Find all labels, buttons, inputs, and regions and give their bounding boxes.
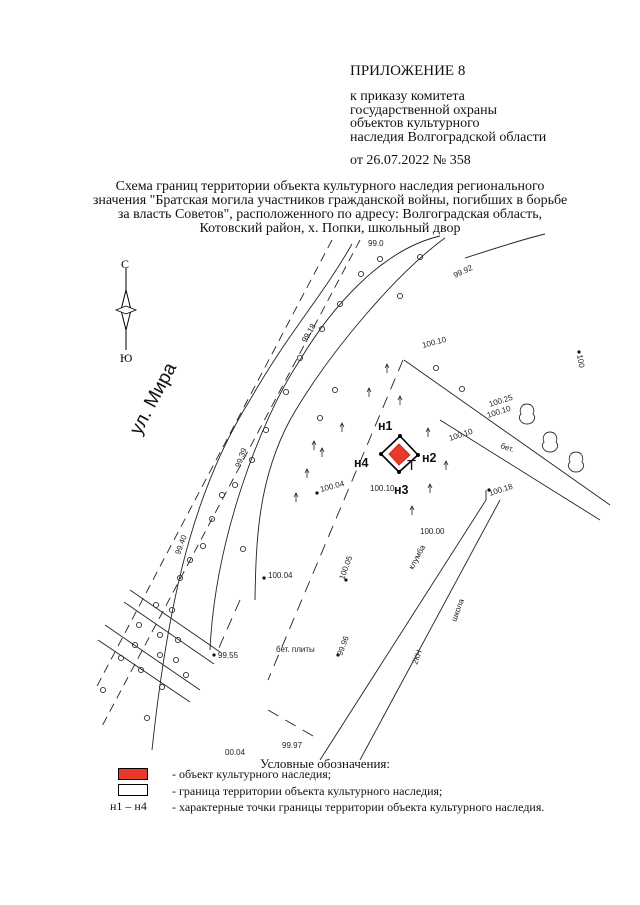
grave-stripes <box>98 590 220 702</box>
boundary-point-n3: н3 <box>394 483 409 497</box>
elevation-label: 100.05 <box>337 554 355 581</box>
title-line: Котовский район, х. Попки, школьный двор <box>199 221 461 236</box>
elevation-label: 100.04 <box>268 571 293 580</box>
order-line: к приказу комитета <box>350 89 465 104</box>
legend-item-boundary: - граница территории объекта культурного наследия; <box>172 784 443 798</box>
title-line: Схема границ территории объекта культурного наследия регионального <box>115 179 545 194</box>
title-line: за власть Советов", расположенного по адресу: Волгоградская область, <box>117 207 543 222</box>
order-date: от 26.07.2022 № 358 <box>350 153 471 168</box>
legend-swatch-object <box>118 768 148 780</box>
legend-points-symbol: н1 – н4 <box>110 799 147 813</box>
elevation-label: 99.55 <box>218 651 239 660</box>
bushes <box>519 404 583 472</box>
compass-rose <box>116 257 136 365</box>
elevation-label: 100.25 <box>487 392 514 409</box>
elevation-label: 99.39 <box>233 446 249 469</box>
yard-edges <box>218 234 610 760</box>
elevation-label: 100 <box>575 353 587 369</box>
school-label: школа <box>449 597 466 623</box>
boundary-point-n2: н2 <box>422 451 437 465</box>
elevation-label: 99.92 <box>452 263 474 280</box>
elevation-label: 99.0 <box>368 239 384 248</box>
school-building-label: 2КН <box>410 648 424 666</box>
elevation-label: 100.10 <box>447 426 474 443</box>
elevation-label: 100.18 <box>487 481 514 498</box>
elevation-label: 100.10 <box>421 334 448 350</box>
compass-south: Ю <box>120 351 133 365</box>
appendix-title: ПРИЛОЖЕНИЕ 8 <box>350 63 466 79</box>
concrete-slabs-label: бет. плиты <box>276 645 315 654</box>
legend-title: Условные обозначения: <box>260 756 391 771</box>
flowerbed-label: клумба <box>406 543 428 571</box>
elevation-points <box>212 350 580 656</box>
order-line: наследия Волгоградской области <box>350 129 547 145</box>
elevation-label: 100.10 <box>485 403 512 420</box>
order-line: объектов культурного <box>350 116 480 131</box>
legend-swatch-boundary <box>118 784 148 796</box>
boundary-point-n4: н4 <box>354 456 369 470</box>
elevation-label: 00.04 <box>225 748 246 757</box>
elevation-label: 100.04 <box>319 478 346 494</box>
street-label: ул. Мира <box>125 359 182 439</box>
elevation-label: 99.40 <box>173 533 189 556</box>
title-line: значения "Братская могила участников гражданской войны, погибших в борьбе <box>92 193 568 208</box>
concrete-label: бет. <box>499 441 516 455</box>
boundary-point-n1: н1 <box>378 419 393 433</box>
legend-item-object: - объект культурного наследия; <box>172 767 332 781</box>
elevation-label: 99.97 <box>282 741 303 750</box>
elevation-label: 100.00 <box>420 527 445 536</box>
cross-marker: Т <box>407 457 417 474</box>
compass-north: С <box>121 257 130 271</box>
street-edges <box>96 236 448 750</box>
elevation-label: 99.96 <box>335 634 351 657</box>
heritage-object <box>379 434 420 474</box>
order-line: государственной охраны <box>350 102 498 118</box>
legend-item-points: - характерные точки границы территории объекта культурного наследия. <box>172 800 545 814</box>
elevation-label: 100.10 <box>370 484 395 493</box>
elevation-label: 99.18 <box>299 322 318 344</box>
